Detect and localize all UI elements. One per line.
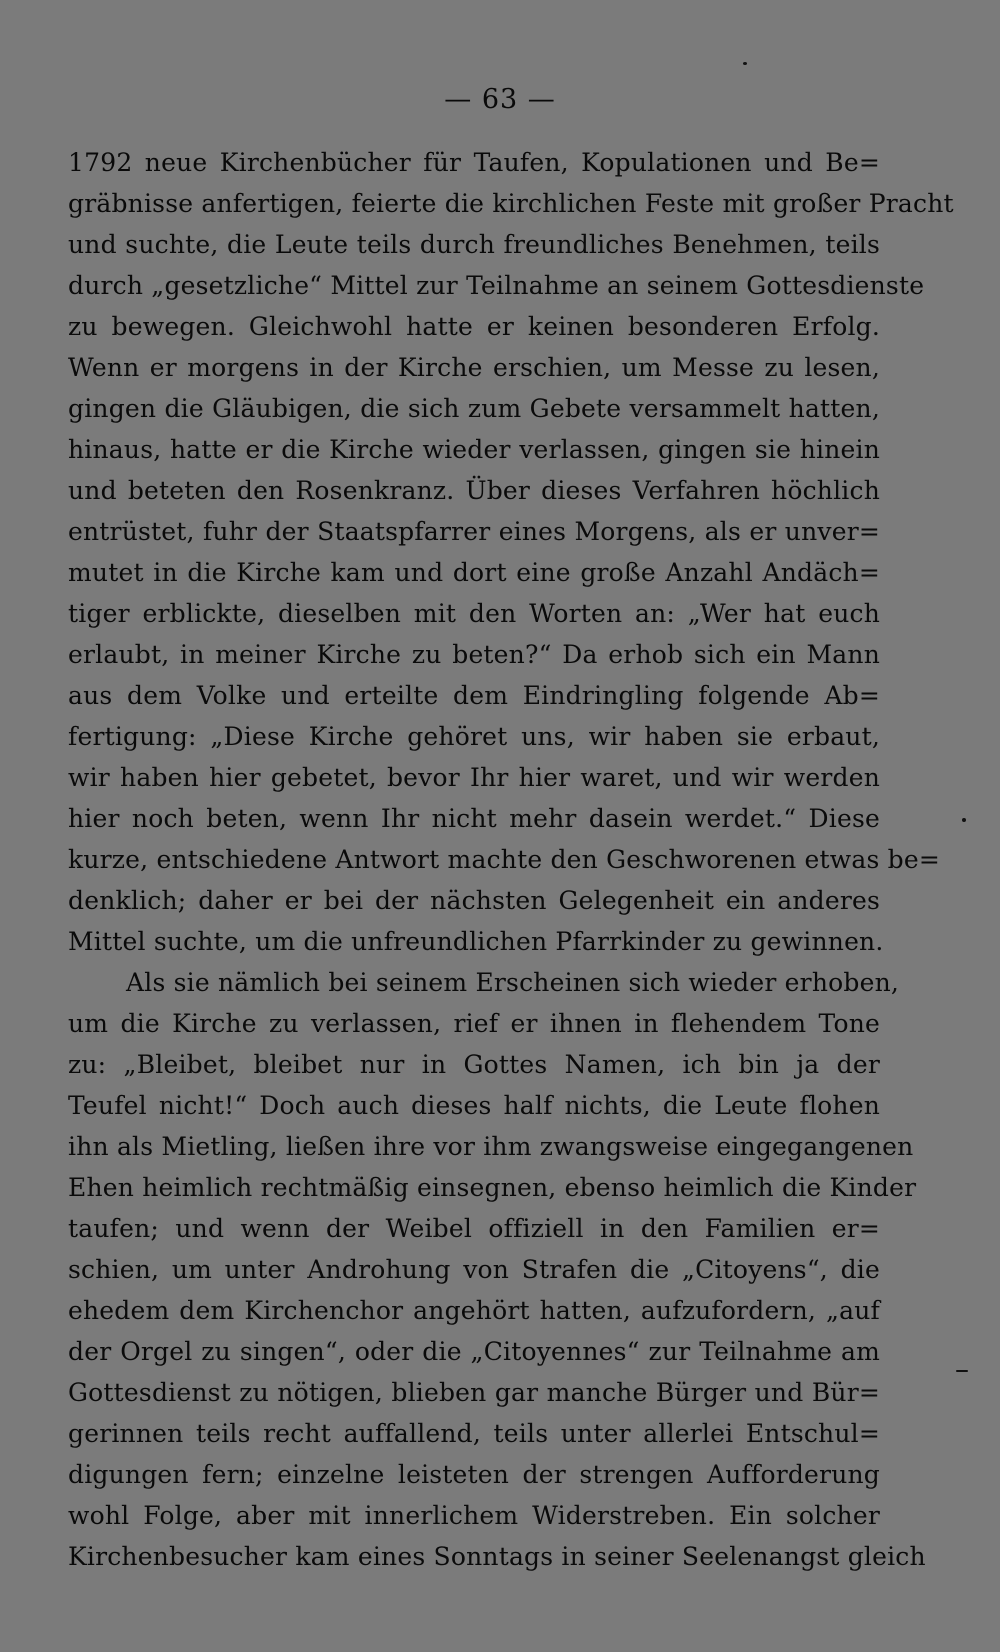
text-line: Ehen heimlich rechtmäßig einsegnen, ebenso heimlich die Kinder (68, 1173, 917, 1202)
scan-speck (956, 1370, 968, 1372)
text-line: Teufel nicht!“ Doch auch dieses half nichts, die Leute flohen (68, 1091, 880, 1120)
text-line: schien, um unter Androhung von Strafen die „Citoyens“, die (68, 1255, 880, 1284)
text-line: Kirchenbesucher kam eines Sonntags in seiner Seelenangst gleich (68, 1542, 926, 1571)
body-text (68, 142, 954, 1577)
text-line: zu bewegen. Gleichwohl hatte er keinen besonderen Erfolg. (68, 312, 880, 341)
text-line: erlaubt, in meiner Kirche zu beten?“ Da erhob sich ein Mann (68, 640, 880, 669)
text-line: Mittel suchte, um die unfreundlichen Pfarrkinder zu gewinnen. (68, 927, 884, 956)
text-line: und suchte, die Leute teils durch freundliches Benehmen, teils (68, 230, 880, 259)
text-line: ehedem dem Kirchenchor angehört hatten, aufzufordern, „auf (68, 1296, 880, 1325)
text-line: mutet in die Kirche kam und dort eine große Anzahl Andäch= (68, 558, 880, 587)
text-line: wir haben hier gebetet, bevor Ihr hier waret, und wir werden (68, 763, 880, 792)
text-line: durch „gesetzliche“ Mittel zur Teilnahme an seinem Gottesdienste (68, 271, 925, 300)
text-line: ihn als Mietling, ließen ihre vor ihm zwangsweise eingegangenen (68, 1132, 914, 1161)
text-line: digungen fern; einzelne leisteten der strengen Aufforderung (68, 1460, 880, 1489)
scan-speck (962, 818, 966, 822)
text-line: Als sie nämlich bei seinem Erscheinen sich wieder erhoben, (126, 968, 900, 997)
text-line: der Orgel zu singen“, oder die „Citoyennes“ zur Teilnahme am (68, 1337, 880, 1366)
text-line: gingen die Gläubigen, die sich zum Gebete versammelt hatten, (68, 394, 880, 423)
scan-speck (743, 62, 747, 65)
text-line: gerinnen teils recht auffallend, teils unter allerlei Entschul= (68, 1419, 880, 1448)
text-line: kurze, entschiedene Antwort machte den Geschworenen etwas be= (68, 845, 941, 874)
text-line: entrüstet, fuhr der Staatspfarrer eines Morgens, als er unver= (68, 517, 880, 546)
text-line: wohl Folge, aber mit innerlichem Widerstreben. Ein solcher (68, 1501, 880, 1530)
text-line: Gottesdienst zu nötigen, blieben gar manche Bürger und Bür= (68, 1378, 880, 1407)
text-line: hinaus, hatte er die Kirche wieder verlassen, gingen sie hinein (68, 435, 880, 464)
text-line: aus dem Volke und erteilte dem Eindringling folgende Ab= (68, 681, 880, 710)
text-line: Wenn er morgens in der Kirche erschien, um Messe zu lesen, (68, 353, 880, 382)
text-line: und beteten den Rosenkranz. Über dieses Verfahren höchlich (68, 476, 880, 505)
text-line: fertigung: „Diese Kirche gehöret uns, wir haben sie erbaut, (68, 722, 880, 751)
text-line: hier noch beten, wenn Ihr nicht mehr dasein werdet.“ Diese (68, 804, 880, 833)
text-line: 1792 neue Kirchenbücher für Taufen, Kopulationen und Be= (68, 148, 880, 177)
text-line: zu: „Bleibet, bleibet nur in Gottes Namen, ich bin ja der (68, 1050, 880, 1079)
text-line: tiger erblickte, dieselben mit den Worten an: „Wer hat euch (68, 599, 880, 628)
text-line: um die Kirche zu verlassen, rief er ihnen in flehendem Tone (68, 1009, 880, 1038)
text-line: taufen; und wenn der Weibel offiziell in den Familien er= (68, 1214, 880, 1243)
text-line: denklich; daher er bei der nächsten Gelegenheit ein anderes (68, 886, 880, 915)
page-number: — 63 — (444, 84, 556, 115)
text-line: gräbnisse anfertigen, feierte die kirchlichen Feste mit großer Pracht (68, 189, 954, 218)
